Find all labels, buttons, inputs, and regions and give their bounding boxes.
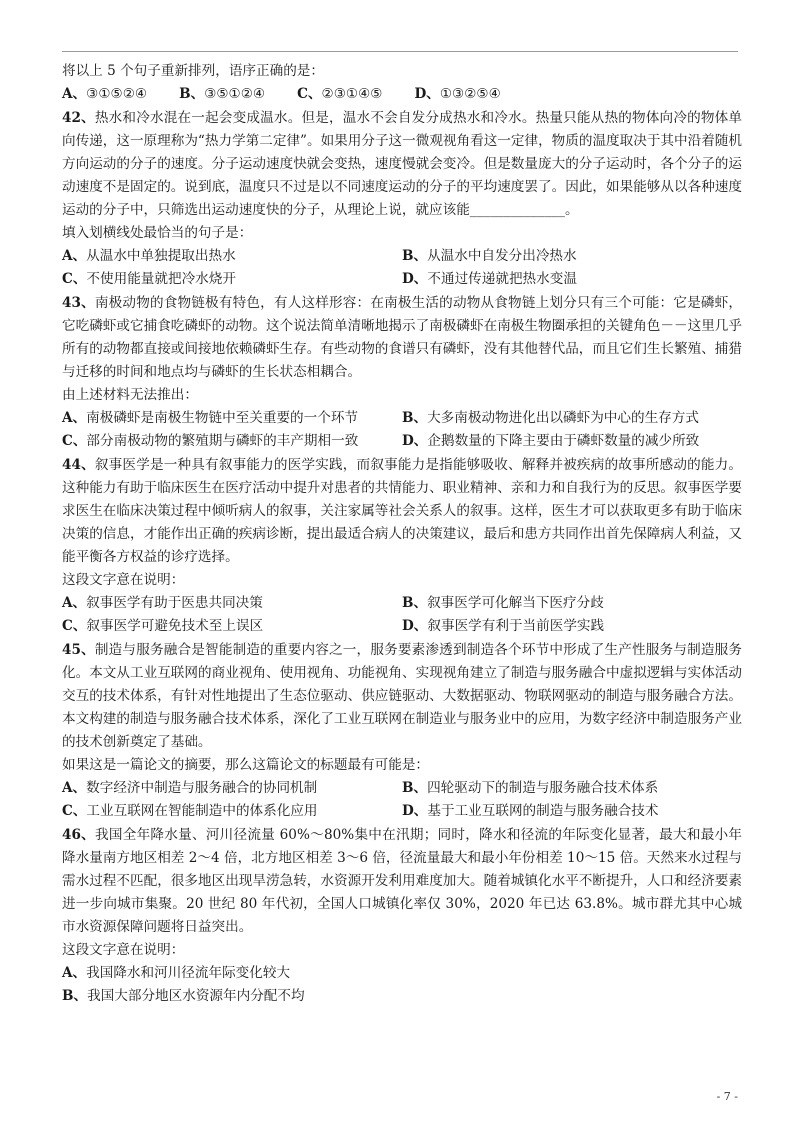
q43-option-a[interactable]: A、南极磷虾是南极生物链中至关重要的一个环节: [62, 410, 359, 426]
q46-stem: 这段文字意在说明：: [62, 942, 185, 958]
q43-options-row2: [62, 430, 742, 453]
q42-option-a[interactable]: A、从温水中单独提取出热水: [62, 248, 236, 264]
page-content: [62, 60, 742, 1008]
q41-options: [62, 83, 742, 106]
q46-passage: 46、我国全年降水量、河川径流量 60%～80%集中在汛期；同时，降水和径流的年际变化显著，最大和最小年降水量南方地区相差 2～4 倍，北方地区相差 3～6 倍，径流量最大和最小年份相差 10～15 倍。天然来水过程与需水过程不匹配，很多地区出现旱涝急转，水资源开发利用难度加大。随着城镇化水平不断提升，人口和经济要素进一步向城市集聚。20 世纪 80 年代初，全国人口城镇化率仅 30%，2020 年已达 63.8%。城市群尤其中心城市水资源保障问题将日益突出。: [62, 827, 742, 935]
q43-stem: 由上述材料无法推出：: [62, 387, 198, 403]
q42-option-c[interactable]: C、不使用能量就把冷水烧开: [62, 271, 236, 287]
q42-options-row2: [62, 268, 742, 291]
q44-options-row1: [62, 592, 742, 615]
q45-option-b[interactable]: B、四轮驱动下的制造与服务融合技术体系: [402, 780, 659, 796]
q43-option-c[interactable]: C、部分南极动物的繁殖期与磷虾的丰产期相一致: [62, 433, 359, 449]
q41-option-c[interactable]: C、②③①④⑤: [297, 86, 383, 102]
q45-option-c[interactable]: C、工业互联网在智能制造中的体系化应用: [62, 803, 318, 819]
q42-option-d[interactable]: D、不通过传递就把热水变温: [402, 271, 577, 287]
q41-option-d[interactable]: D、①③②⑤④: [414, 86, 501, 102]
q45-options-row2: [62, 800, 742, 823]
q41-option-a[interactable]: A、③①⑤②④: [62, 86, 148, 102]
q43-options-row1: [62, 407, 742, 430]
q45-stem: 如果这是一篇论文的摘要，那么这篇论文的标题最有可能是：: [62, 757, 430, 773]
q45-option-a[interactable]: A、数字经济中制造与服务融合的协同机制: [62, 780, 318, 796]
q42-options-row1: [62, 245, 742, 268]
q41-prompt: 将以上 5 个句子重新排列，语序正确的是：: [62, 63, 324, 79]
q44-passage: 44、叙事医学是一种具有叙事能力的医学实践，而叙事能力是指能够吸收、解释并被疾病的故事所感动的能力。这种能力有助于临床医生在医疗活动中提升对患者的共情能力、职业精神、亲和力和自我行为的反思。叙事医学要求医生在临床决策过程中倾听病人的叙事，关注家属等社会关系人的叙事。这样，医生才可以获取更多有助于临床决策的信息，才能作出正确的疾病诊断，提出最适合病人的决策建议，最后和患方共同作出首先保障病人利益，又能平衡各方权益的诊疗选择。: [62, 457, 742, 565]
q43-option-b[interactable]: B、大多南极动物进化出以磷虾为中心的生存方式: [402, 410, 699, 426]
q43-option-d[interactable]: D、企鹅数量的下降主要由于磷虾数量的减少所致: [402, 433, 700, 449]
q42-stem: 填入划横线处最恰当的句子是：: [62, 225, 253, 241]
q43-passage: 43、南极动物的食物链极有特色，有人这样形容：在南极生活的动物从食物链上划分只有三个可能：它是磷虾，它吃磷虾或它捕食吃磷虾的动物。这个说法简单清晰地揭示了南极磷虾在南极生物圈承担的关键角色－－这里几乎所有的动物都直接或间接地依赖磷虾生存。有些动物的食谱只有磷虾，没有其他替代品，而且它们生长繁殖、捕猎与迁移的时间和地点均与磷虾的生长状态相耦合。: [62, 295, 742, 380]
q46-option-b[interactable]: B、我国大部分地区水资源年内分配不均: [62, 988, 305, 1004]
header-rule: [62, 51, 738, 52]
q46-option-a[interactable]: A、我国降水和河川径流年际变化较大: [62, 965, 291, 981]
q42-option-b[interactable]: B、从温水中自发分出冷热水: [402, 248, 577, 264]
page-number: - 7 -: [716, 1090, 738, 1103]
q44-option-d[interactable]: D、叙事医学有利于当前医学实践: [402, 618, 605, 634]
q44-option-b[interactable]: B、叙事医学可化解当下医疗分歧: [402, 595, 604, 611]
q45-options-row1: [62, 777, 742, 800]
q44-option-c[interactable]: C、叙事医学可避免技术至上误区: [62, 618, 264, 634]
q44-options-row2: [62, 615, 742, 638]
q45-option-d[interactable]: D、基于工业互联网的制造与服务融合技术: [402, 803, 659, 819]
q44-option-a[interactable]: A、叙事医学有助于医患共同决策: [62, 595, 263, 611]
q42-passage: 42、热水和冷水混在一起会变成温水。但是，温水不会自发分成热水和冷水。热量只能从热的物体向冷的物体单向传递，这一原理称为“热力学第二定律”。如果用分子这一微观视角看这一定律，物质的温度取决于其中沿着随机方向运动的分子的速度。分子运动速度快就会变热，速度慢就会变冷。但是数量庞大的分子运动时，各个分子的运动速度不是固定的。说到底，温度只不过是以不同速度运动的分子的平均速度罢了。因此，如果能够从以各种速度运动的分子中，只筛选出运动速度快的分子，从理论上说，就应该能______________。: [62, 110, 742, 218]
q41-option-b[interactable]: B、③⑤①②④: [179, 86, 266, 102]
q45-passage: 45、制造与服务融合是智能制造的重要内容之一，服务要素渗透到制造各个环节中形成了生产性服务与制造服务化。本文从工业互联网的商业视角、使用视角、功能视角、实现视角建立了制造与服务融合中虚拟逻辑与实体活动交互的技术体系，有针对性地提出了生态位驱动、供应链驱动、大数据驱动、物联网驱动的制造与服务融合方法。本文构建的制造与服务融合技术体系，深化了工业互联网在制造业与服务业中的应用，为数字经济中制造服务产业的技术创新奠定了基础。: [62, 642, 742, 750]
q44-stem: 这段文字意在说明：: [62, 572, 185, 588]
